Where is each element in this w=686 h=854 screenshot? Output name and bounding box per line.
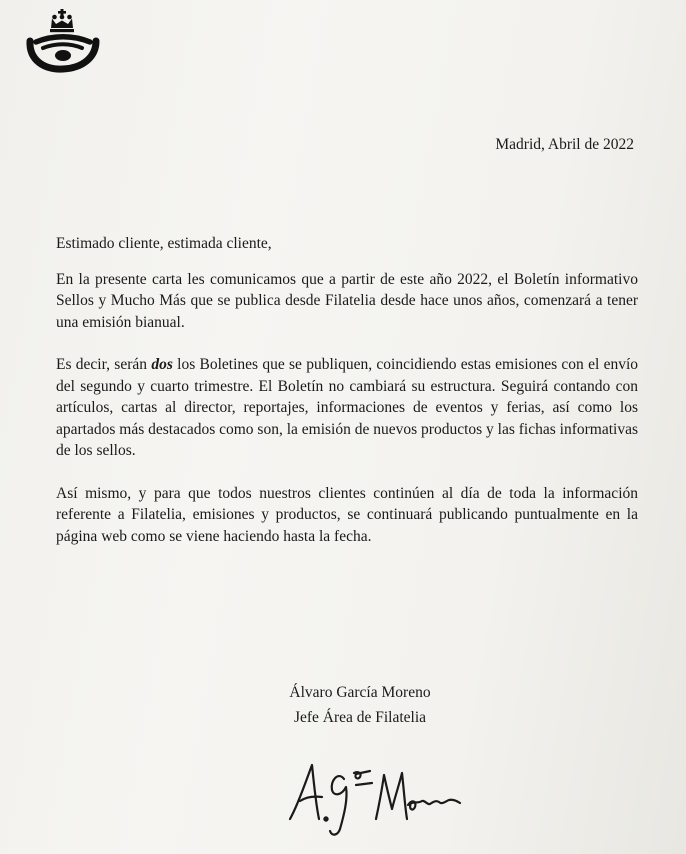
letter-paragraph-1: En la presente carta les comunicamos que a partir de este año 2022, el Boletín informativo Sellos y Mucho Más que se publica desde Filatelia desde hace unos años, comenzará a tener una emisión bianual. <box>56 270 638 331</box>
signer-name: Álvaro García Moreno <box>289 684 431 701</box>
paragraph-2-emphasis: dos <box>151 356 173 373</box>
handwritten-signature-icon <box>286 745 464 841</box>
letter-date: Madrid, Abril de 2022 <box>495 136 634 153</box>
paragraph-2-start: Es decir, serán <box>56 356 152 373</box>
signer-role: Jefe Área de Filatelia <box>293 709 427 726</box>
letter-body <box>56 233 638 568</box>
paragraph-2-end: los Boletines que se publiquen, coincidiendo estas emisiones con el envío del segundo y cuarto trimestre. El Boletín no cambiará su estructura. Seguirá contando con artículos, cartas al director, reportajes, informaciones de eventos y ferias, así como los apartados más destacados como son, la emisión de nuevos productos y las fichas informativas de los sellos. <box>56 356 639 459</box>
letter-paragraph-2 <box>56 354 638 462</box>
letter-paragraph-3: Así mismo, y para que todos nuestros clientes continúen al día de toda la información referente a Filatelia, emisiones y productos, se continuará publicando puntualmente en la página web como se viene haciendo hasta la fecha. <box>56 484 638 545</box>
letter-greeting: Estimado cliente, estimada cliente, <box>56 235 272 252</box>
correos-crown-posthorn-icon <box>24 8 100 74</box>
